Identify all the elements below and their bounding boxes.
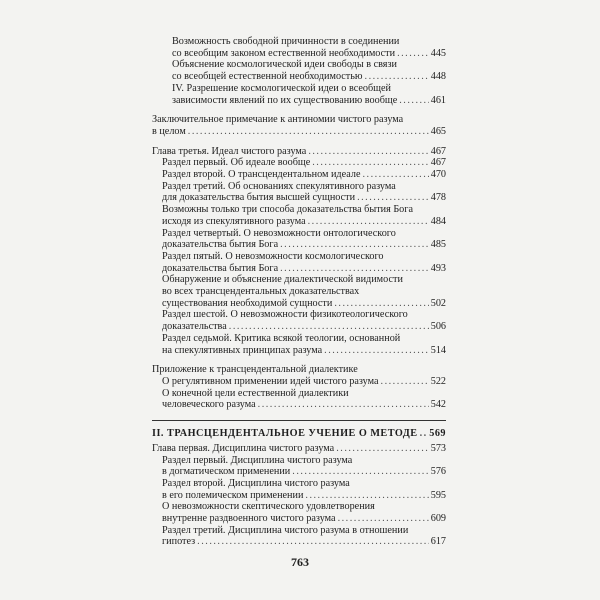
toc-entry-text: в целом [152, 125, 186, 137]
toc-entry-last-line [172, 71, 446, 83]
toc-entry-text: Возможны только три способа доказательства бытия Бога [162, 204, 413, 216]
toc-heading-text: II. ТРАНСЦЕНДЕНТАЛЬНОЕ УЧЕНИЕ О МЕТОДЕ [152, 428, 418, 440]
dot-leader [305, 490, 428, 502]
toc-entry-last-line [152, 364, 446, 376]
toc-group-dialectic [152, 36, 446, 411]
toc-entry [152, 455, 446, 478]
toc-entry-page: 461 [430, 94, 446, 106]
toc-heading-method [152, 428, 446, 440]
toc-entry-last-line [162, 513, 446, 525]
toc-entry [152, 376, 446, 388]
toc-entry-last-line [162, 157, 446, 169]
dot-leader [362, 169, 428, 181]
dot-leader [308, 216, 429, 228]
toc-entry-text: О конечной цели естественной диалектики [162, 387, 349, 399]
toc-entry [152, 478, 446, 501]
toc-entry-last-line [152, 126, 446, 138]
toc-entry-text: со всеобщим законом естественной необходимости [172, 47, 396, 59]
toc-entry-page: 478 [430, 192, 446, 204]
toc-entry-last-line [172, 95, 446, 107]
toc-heading-page: 569 [429, 428, 446, 440]
toc-entry-text: доказательства бытия Бога [162, 262, 279, 274]
toc-entry-last-line [172, 48, 446, 60]
toc-entry-text: Глава третья. Идеал чистого разума [152, 145, 307, 157]
toc-entry-last-line [152, 443, 446, 455]
dot-leader [399, 95, 428, 107]
toc-entry-page: 485 [430, 239, 446, 251]
toc-entry-last-line [162, 536, 446, 548]
toc-entry-page: 493 [430, 262, 446, 274]
toc-entry-text: во всех трансцендентальных доказательствах [162, 286, 360, 298]
toc-entry-text: исходя из спекулятивного разума [162, 215, 306, 227]
toc-entry-text: Заключительное примечание к антиномии чистого разума [152, 114, 404, 126]
toc-entry [152, 251, 446, 274]
toc-entry-text: человеческого разума [162, 399, 256, 411]
toc-entry-page: 573 [430, 442, 446, 454]
toc-entry-text: Раздел четвертый. О невозможности онтологического [162, 227, 396, 239]
dot-leader [280, 239, 429, 251]
toc-entry-last-line [162, 345, 446, 357]
toc-entry-page: 502 [430, 297, 446, 309]
toc-entry-page: 484 [430, 215, 446, 227]
toc-entry-page: 470 [430, 169, 446, 181]
toc-entry-last-line [162, 263, 446, 275]
dot-leader [280, 263, 429, 275]
toc-entry-page: 448 [430, 71, 446, 83]
toc-entry [152, 181, 446, 204]
toc-entry [152, 228, 446, 251]
toc-entry-page: 595 [430, 489, 446, 501]
toc-entry-page: 465 [430, 125, 446, 137]
toc-entry-last-line [162, 490, 446, 502]
toc-entry-last-line [162, 376, 446, 388]
toc-entry-last-line [162, 169, 446, 181]
dot-leader [381, 376, 429, 388]
dot-leader [324, 345, 429, 357]
toc-entry-text: О регулятивном применении идей чистого разума [162, 375, 379, 387]
dot-leader [292, 466, 428, 478]
dot-leader [229, 321, 429, 333]
toc-entry-text: Раздел пятый. О невозможности космологического [162, 250, 384, 262]
toc-entry [152, 157, 446, 169]
toc-entry [152, 114, 446, 137]
toc-entry-page: 506 [430, 321, 446, 333]
toc-entry-last-line [162, 239, 446, 251]
toc-entry-text: Раздел первый. Дисциплина чистого разума [162, 454, 353, 466]
toc-entry [152, 169, 446, 181]
toc-entry [152, 146, 446, 158]
toc-entry [152, 204, 446, 227]
toc-entry-page: 514 [430, 344, 446, 356]
toc-entry-text: Раздел третий. Дисциплина чистого разума в отношении [162, 524, 409, 536]
toc-entry-text: Раздел второй. Дисциплина чистого разума [162, 477, 350, 489]
dot-leader [365, 71, 429, 83]
toc-entry-text: Раздел второй. О трансцендентальном идеале [162, 169, 361, 181]
toc-entry-text: существования необходимой сущности [162, 297, 333, 309]
toc-entry-page: 542 [430, 399, 446, 411]
toc-entry-last-line [162, 216, 446, 228]
dot-leader [197, 536, 429, 548]
dot-leader [397, 48, 429, 60]
toc-entry-text: для доказательства бытия высшей сущности [162, 192, 356, 204]
toc-entry-text: Раздел первый. Об идеале вообще [162, 157, 311, 169]
toc-entry [152, 525, 446, 548]
toc-entry-text: доказательства бытия Бога [162, 239, 279, 251]
toc-entry-text: Объяснение космологической идеи свободы в связи [172, 59, 397, 71]
page-number: 763 [291, 555, 309, 569]
dot-leader [338, 513, 429, 525]
toc-entry-text: О невозможности скептического удовлетворения [162, 501, 375, 513]
toc-entry-text: на спекулятивных принципах разума [162, 344, 323, 356]
toc-entry-text: Возможность свободной причинности в соединении [172, 36, 400, 47]
toc-entry-last-line [162, 321, 446, 333]
dot-leader [312, 157, 428, 169]
toc-entry [152, 274, 446, 309]
toc-entry-last-line [162, 298, 446, 310]
toc-entry [152, 501, 446, 524]
toc-entry-text: зависимости явлений по их существованию вообще [172, 94, 398, 106]
toc-entry-page: 445 [430, 47, 446, 59]
toc-entry-page: 522 [430, 375, 446, 387]
toc-entry [152, 309, 446, 332]
dot-leader [420, 428, 428, 440]
toc-entry-last-line [162, 192, 446, 204]
dot-leader [188, 126, 429, 138]
toc-entry [152, 59, 446, 82]
toc-entry-text: в его полемическом применении [162, 489, 304, 501]
toc-entry-text: внутренне раздвоенного чистого разума [162, 513, 336, 525]
toc-entry-last-line [162, 466, 446, 478]
toc-entry [152, 364, 446, 376]
toc-entry-last-line [152, 146, 446, 158]
dot-leader [334, 298, 428, 310]
toc-entry [152, 333, 446, 356]
toc-entry [152, 443, 446, 455]
toc-entry-page: 576 [430, 466, 446, 478]
dot-leader [336, 443, 429, 455]
toc-entry-last-line [162, 399, 446, 411]
toc-entry-page: 617 [430, 536, 446, 548]
toc-entry-text: IV. Разрешение космологической идеи о всеобщей [172, 82, 391, 94]
toc-entry [152, 388, 446, 411]
section-divider [152, 420, 446, 421]
toc-entry-text: в догматическом применении [162, 466, 291, 478]
toc-entry-text: Приложение к трансцендентальной диалектике [152, 364, 358, 376]
toc-entry-text: Раздел седьмой. Критика всякой теологии, основанной [162, 332, 401, 344]
toc-entry [152, 36, 446, 59]
toc-entry-text: Глава первая. Дисциплина чистого разума [152, 442, 335, 454]
toc-entry-text: доказательства [162, 321, 227, 333]
toc-entry [152, 83, 446, 106]
toc-entry-text: со всеобщей естественной необходимостью [172, 71, 363, 83]
toc-entry-page: 467 [430, 157, 446, 169]
dot-leader [258, 399, 429, 411]
toc-entry-page: 467 [430, 145, 446, 157]
dot-leader [357, 192, 429, 204]
toc-entry-text: гипотез [162, 536, 196, 548]
toc-entry-page: 609 [430, 513, 446, 525]
table-of-contents [152, 36, 446, 548]
toc-entry-text: Раздел третий. Об основаниях спекулятивного разума [162, 180, 396, 192]
toc-entry-text: Раздел шестой. О невозможности физикотеологического [162, 309, 408, 321]
toc-entry-text: Обнаружение и объяснение диалектической видимости [162, 274, 403, 286]
toc-group-method [152, 443, 446, 548]
dot-leader [308, 146, 428, 158]
